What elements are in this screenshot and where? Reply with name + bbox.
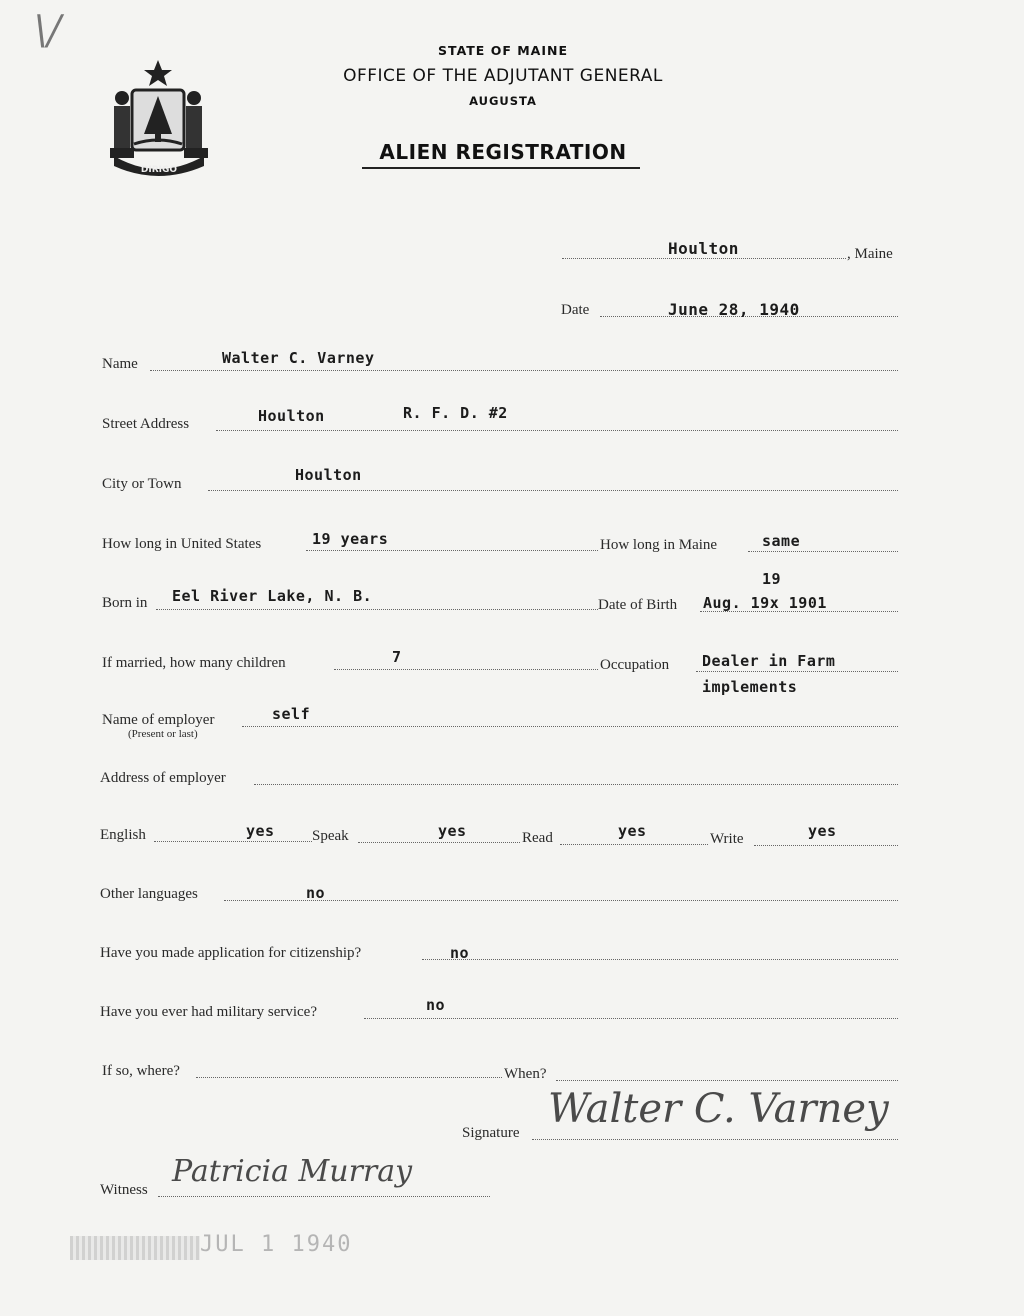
write-label: Write [710,831,744,847]
location-suffix: , Maine [847,246,893,262]
when-label: When? [504,1066,547,1082]
title-underline [362,167,640,169]
military-line [364,1018,898,1019]
street-value: Houlton [258,407,325,425]
citizenship-value: no [450,944,470,962]
dob-value: Aug. 19x 1901 [703,594,827,612]
stamp-smudge [70,1236,200,1260]
city-label: City or Town [102,476,182,492]
employer-address-line [254,784,898,785]
employer-value: self [272,705,311,723]
witness-value: Patricia Murray [172,1154,413,1189]
write-value: yes [808,822,837,840]
english-value: yes [246,822,275,840]
seal-motto: DIRIGO [140,165,178,175]
children-line [334,669,598,670]
where-label: If so, where? [102,1063,180,1079]
born-in-line [156,609,598,610]
occupation-value-line2: implements [702,678,798,696]
dob-label: Date of Birth [598,597,678,613]
military-label: Have you ever had military service? [100,1004,317,1020]
witness-line [158,1196,490,1197]
other-languages-label: Other languages [100,886,198,902]
header-state: STATE OF MAINE [438,43,568,58]
when-line [556,1080,898,1081]
employer-sublabel: (Present or last) [128,728,198,740]
occupation-line [696,671,898,672]
signature-line [532,1139,898,1140]
children-value: 7 [392,648,402,666]
signature-value: Walter C. Varney [548,1086,889,1132]
witness-label: Witness [100,1182,148,1198]
read-label: Read [522,830,553,846]
read-line [560,844,708,845]
how-long-us-label: How long in United States [102,536,262,552]
born-in-label: Born in [102,595,148,611]
street-value-rfd: R. F. D. #2 [403,404,508,422]
received-date-stamp: JUL 1 1940 [200,1232,353,1257]
maine-state-seal-icon [104,56,214,180]
street-line [216,430,898,431]
born-in-value: Eel River Lake, N. B. [172,587,373,605]
how-long-us-line [306,550,598,551]
speak-line [358,842,520,843]
location-value: Houlton [668,239,739,258]
other-languages-line [224,900,898,901]
speak-label: Speak [312,828,349,844]
other-languages-value: no [306,884,326,902]
citizenship-line [422,959,898,960]
employer-address-label: Address of employer [100,770,226,786]
occupation-label: Occupation [600,657,670,673]
signature-label: Signature [462,1125,520,1141]
employer-line [242,726,898,727]
date-value: June 28, 1940 [668,300,800,319]
english-label: English [100,827,146,843]
name-label: Name [102,356,138,372]
street-label: Street Address [102,416,190,432]
how-long-us-value: 19 years [312,530,389,548]
corner-check-mark: \/ [34,8,61,54]
city-value: Houlton [295,466,362,484]
children-label: If married, how many children [102,655,286,671]
how-long-me-label: How long in Maine [600,537,718,553]
form-title: ALIEN REGISTRATION [379,140,627,164]
occupation-value: Dealer in Farm [702,652,836,670]
how-long-me-value: same [762,532,801,550]
city-line [208,490,898,491]
where-line [196,1077,502,1078]
name-value: Walter C. Varney [222,349,375,367]
name-line [150,370,898,371]
location-line [562,258,846,259]
how-long-me-line [748,551,898,552]
military-value: no [426,996,446,1014]
header-city: AUGUSTA [469,94,537,108]
date-label: Date [561,302,590,318]
citizenship-label: Have you made application for citizenship? [100,945,362,961]
dob-correction: 19 [762,570,782,588]
english-line [154,841,312,842]
speak-value: yes [438,822,467,840]
read-value: yes [618,822,647,840]
employer-label: Name of employer [102,712,215,728]
header-office: OFFICE OF THE ADJUTANT GENERAL [343,66,663,86]
write-line [754,845,898,846]
